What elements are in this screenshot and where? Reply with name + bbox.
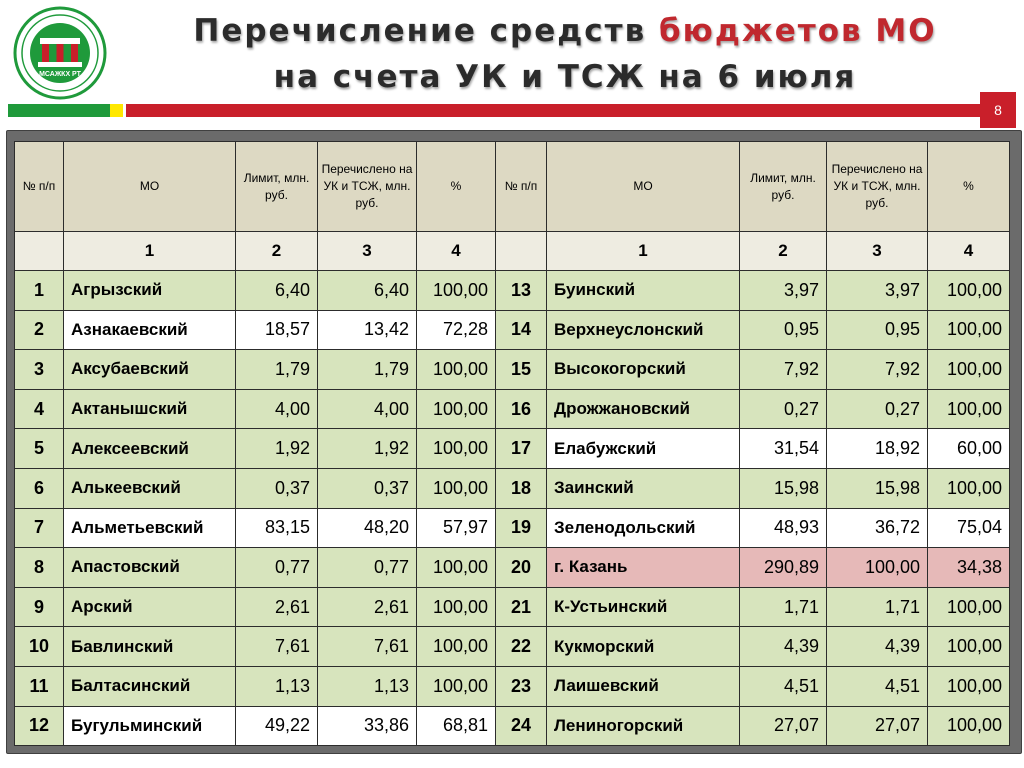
table-body (15, 271, 1010, 746)
table-row (15, 587, 1010, 627)
mo-name-cell: Лениногорский (547, 706, 740, 746)
limit-cell: 27,07 (740, 706, 827, 746)
mo-name-cell: Алькеевский (64, 468, 236, 508)
title-accent: бюджетов МО (659, 13, 937, 49)
limit-cell: 0,95 (740, 310, 827, 350)
percent-cell: 100,00 (928, 666, 1010, 706)
mo-name-cell: Аксубаевский (64, 350, 236, 390)
limit-cell: 31,54 (740, 429, 827, 469)
table-row (15, 271, 1010, 311)
transferred-cell: 0,37 (318, 468, 417, 508)
header-num: № п/п (15, 142, 64, 232)
transferred-cell: 15,98 (827, 468, 928, 508)
table-row (15, 508, 1010, 548)
transferred-cell: 4,00 (318, 389, 417, 429)
limit-cell: 18,57 (236, 310, 318, 350)
table-row (15, 468, 1010, 508)
limit-cell: 4,39 (740, 627, 827, 667)
row-number-cell: 8 (15, 548, 64, 588)
mo-name-cell: Верхнеуслонский (547, 310, 740, 350)
column-number-row (15, 232, 1010, 271)
mo-name-cell: К-Устьинский (547, 587, 740, 627)
transferred-cell: 1,79 (318, 350, 417, 390)
percent-cell: 100,00 (417, 587, 496, 627)
mo-name-cell: Кукморский (547, 627, 740, 667)
mo-name-cell: Апастовский (64, 548, 236, 588)
percent-cell: 68,81 (417, 706, 496, 746)
percent-cell: 100,00 (928, 350, 1010, 390)
transferred-cell: 4,51 (827, 666, 928, 706)
row-number-cell: 15 (496, 350, 547, 390)
header-limit: Лимит, млн. руб. (740, 142, 827, 232)
limit-cell: 4,00 (236, 389, 318, 429)
row-number-cell: 17 (496, 429, 547, 469)
mo-name-cell: Азнакаевский (64, 310, 236, 350)
row-number-cell: 10 (15, 627, 64, 667)
header-limit: Лимит, млн. руб. (236, 142, 318, 232)
limit-cell: 7,92 (740, 350, 827, 390)
col-number: 1 (64, 232, 236, 271)
transferred-cell: 1,71 (827, 587, 928, 627)
transferred-cell: 3,97 (827, 271, 928, 311)
row-number-cell: 13 (496, 271, 547, 311)
transferred-cell: 1,92 (318, 429, 417, 469)
table-row (15, 666, 1010, 706)
row-number-cell: 6 (15, 468, 64, 508)
mo-name-cell: Заинский (547, 468, 740, 508)
title-line-2: на счета УК и ТСЖ на 6 июля (273, 59, 857, 95)
mo-name-cell: Буинский (547, 271, 740, 311)
table-row (15, 429, 1010, 469)
mo-name-cell: Агрызский (64, 271, 236, 311)
transferred-cell: 7,61 (318, 627, 417, 667)
transferred-cell: 100,00 (827, 548, 928, 588)
percent-cell: 72,28 (417, 310, 496, 350)
header-num: № п/п (496, 142, 547, 232)
title-line-1: Перечисление средств бюджетов МО (193, 13, 937, 49)
row-number-cell: 7 (15, 508, 64, 548)
transferred-cell: 33,86 (318, 706, 417, 746)
table-row (15, 310, 1010, 350)
percent-cell: 34,38 (928, 548, 1010, 588)
limit-cell: 0,37 (236, 468, 318, 508)
mo-name-cell: Елабужский (547, 429, 740, 469)
header-mo: МО (547, 142, 740, 232)
col-number: 2 (740, 232, 827, 271)
budget-table (14, 141, 1010, 746)
percent-cell: 60,00 (928, 429, 1010, 469)
table-row (15, 350, 1010, 390)
percent-cell: 57,97 (417, 508, 496, 548)
mo-name-cell: Бавлинский (64, 627, 236, 667)
stripe-red (126, 104, 988, 117)
stripe-green (8, 104, 110, 117)
page-number: 8 (980, 92, 1016, 128)
percent-cell: 100,00 (417, 627, 496, 667)
limit-cell: 290,89 (740, 548, 827, 588)
table-row (15, 548, 1010, 588)
row-number-cell: 19 (496, 508, 547, 548)
mo-name-cell: Актанышский (64, 389, 236, 429)
transferred-cell: 4,39 (827, 627, 928, 667)
ministry-logo (10, 6, 110, 100)
percent-cell: 75,04 (928, 508, 1010, 548)
limit-cell: 48,93 (740, 508, 827, 548)
stripe-yellow (110, 104, 123, 117)
page-title (120, 8, 1010, 100)
transferred-cell: 13,42 (318, 310, 417, 350)
row-number-cell: 23 (496, 666, 547, 706)
limit-cell: 1,71 (740, 587, 827, 627)
transferred-cell: 1,13 (318, 666, 417, 706)
row-number-cell: 4 (15, 389, 64, 429)
percent-cell: 100,00 (417, 350, 496, 390)
limit-cell: 1,79 (236, 350, 318, 390)
percent-cell: 100,00 (928, 271, 1010, 311)
row-number-cell: 11 (15, 666, 64, 706)
col-number: 1 (547, 232, 740, 271)
header-mo: МО (64, 142, 236, 232)
table-row (15, 706, 1010, 746)
transferred-cell: 48,20 (318, 508, 417, 548)
col-number-empty (496, 232, 547, 271)
limit-cell: 4,51 (740, 666, 827, 706)
header-percent: % (928, 142, 1010, 232)
header-transferred: Перечислено на УК и ТСЖ, млн. руб. (318, 142, 417, 232)
row-number-cell: 21 (496, 587, 547, 627)
limit-cell: 49,22 (236, 706, 318, 746)
mo-name-cell: Алексеевский (64, 429, 236, 469)
transferred-cell: 2,61 (318, 587, 417, 627)
percent-cell: 100,00 (928, 587, 1010, 627)
transferred-cell: 18,92 (827, 429, 928, 469)
mo-name-cell: Дрожжановский (547, 389, 740, 429)
col-number: 3 (827, 232, 928, 271)
col-number: 4 (417, 232, 496, 271)
percent-cell: 100,00 (417, 666, 496, 706)
percent-cell: 100,00 (417, 389, 496, 429)
limit-cell: 7,61 (236, 627, 318, 667)
transferred-cell: 7,92 (827, 350, 928, 390)
mo-name-cell: Альметьевский (64, 508, 236, 548)
limit-cell: 2,61 (236, 587, 318, 627)
percent-cell: 100,00 (928, 310, 1010, 350)
row-number-cell: 2 (15, 310, 64, 350)
header-percent: % (417, 142, 496, 232)
row-number-cell: 18 (496, 468, 547, 508)
percent-cell: 100,00 (928, 627, 1010, 667)
row-number-cell: 24 (496, 706, 547, 746)
mo-name-cell: Балтасинский (64, 666, 236, 706)
percent-cell: 100,00 (417, 429, 496, 469)
transferred-cell: 0,95 (827, 310, 928, 350)
logo-text: МСАЖКХ РТ (39, 71, 81, 78)
row-number-cell: 20 (496, 548, 547, 588)
percent-cell: 100,00 (417, 271, 496, 311)
limit-cell: 0,77 (236, 548, 318, 588)
limit-cell: 15,98 (740, 468, 827, 508)
header-transferred: Перечислено на УК и ТСЖ, млн. руб. (827, 142, 928, 232)
row-number-cell: 5 (15, 429, 64, 469)
col-number-empty (15, 232, 64, 271)
limit-cell: 1,92 (236, 429, 318, 469)
row-number-cell: 16 (496, 389, 547, 429)
mo-name-cell: г. Казань (547, 548, 740, 588)
limit-cell: 6,40 (236, 271, 318, 311)
mo-name-cell: Высокогорский (547, 350, 740, 390)
percent-cell: 100,00 (928, 706, 1010, 746)
transferred-cell: 27,07 (827, 706, 928, 746)
table-row (15, 389, 1010, 429)
transferred-cell: 6,40 (318, 271, 417, 311)
limit-cell: 83,15 (236, 508, 318, 548)
table-row (15, 627, 1010, 667)
mo-name-cell: Бугульминский (64, 706, 236, 746)
row-number-cell: 1 (15, 271, 64, 311)
percent-cell: 100,00 (928, 389, 1010, 429)
limit-cell: 0,27 (740, 389, 827, 429)
mo-name-cell: Арский (64, 587, 236, 627)
limit-cell: 1,13 (236, 666, 318, 706)
percent-cell: 100,00 (417, 548, 496, 588)
row-number-cell: 3 (15, 350, 64, 390)
row-number-cell: 12 (15, 706, 64, 746)
col-number: 3 (318, 232, 417, 271)
transferred-cell: 0,77 (318, 548, 417, 588)
header-row (15, 142, 1010, 232)
transferred-cell: 0,27 (827, 389, 928, 429)
percent-cell: 100,00 (417, 468, 496, 508)
transferred-cell: 36,72 (827, 508, 928, 548)
limit-cell: 3,97 (740, 271, 827, 311)
row-number-cell: 22 (496, 627, 547, 667)
row-number-cell: 9 (15, 587, 64, 627)
mo-name-cell: Зеленодольский (547, 508, 740, 548)
percent-cell: 100,00 (928, 468, 1010, 508)
col-number: 4 (928, 232, 1010, 271)
row-number-cell: 14 (496, 310, 547, 350)
col-number: 2 (236, 232, 318, 271)
mo-name-cell: Лаишевский (547, 666, 740, 706)
